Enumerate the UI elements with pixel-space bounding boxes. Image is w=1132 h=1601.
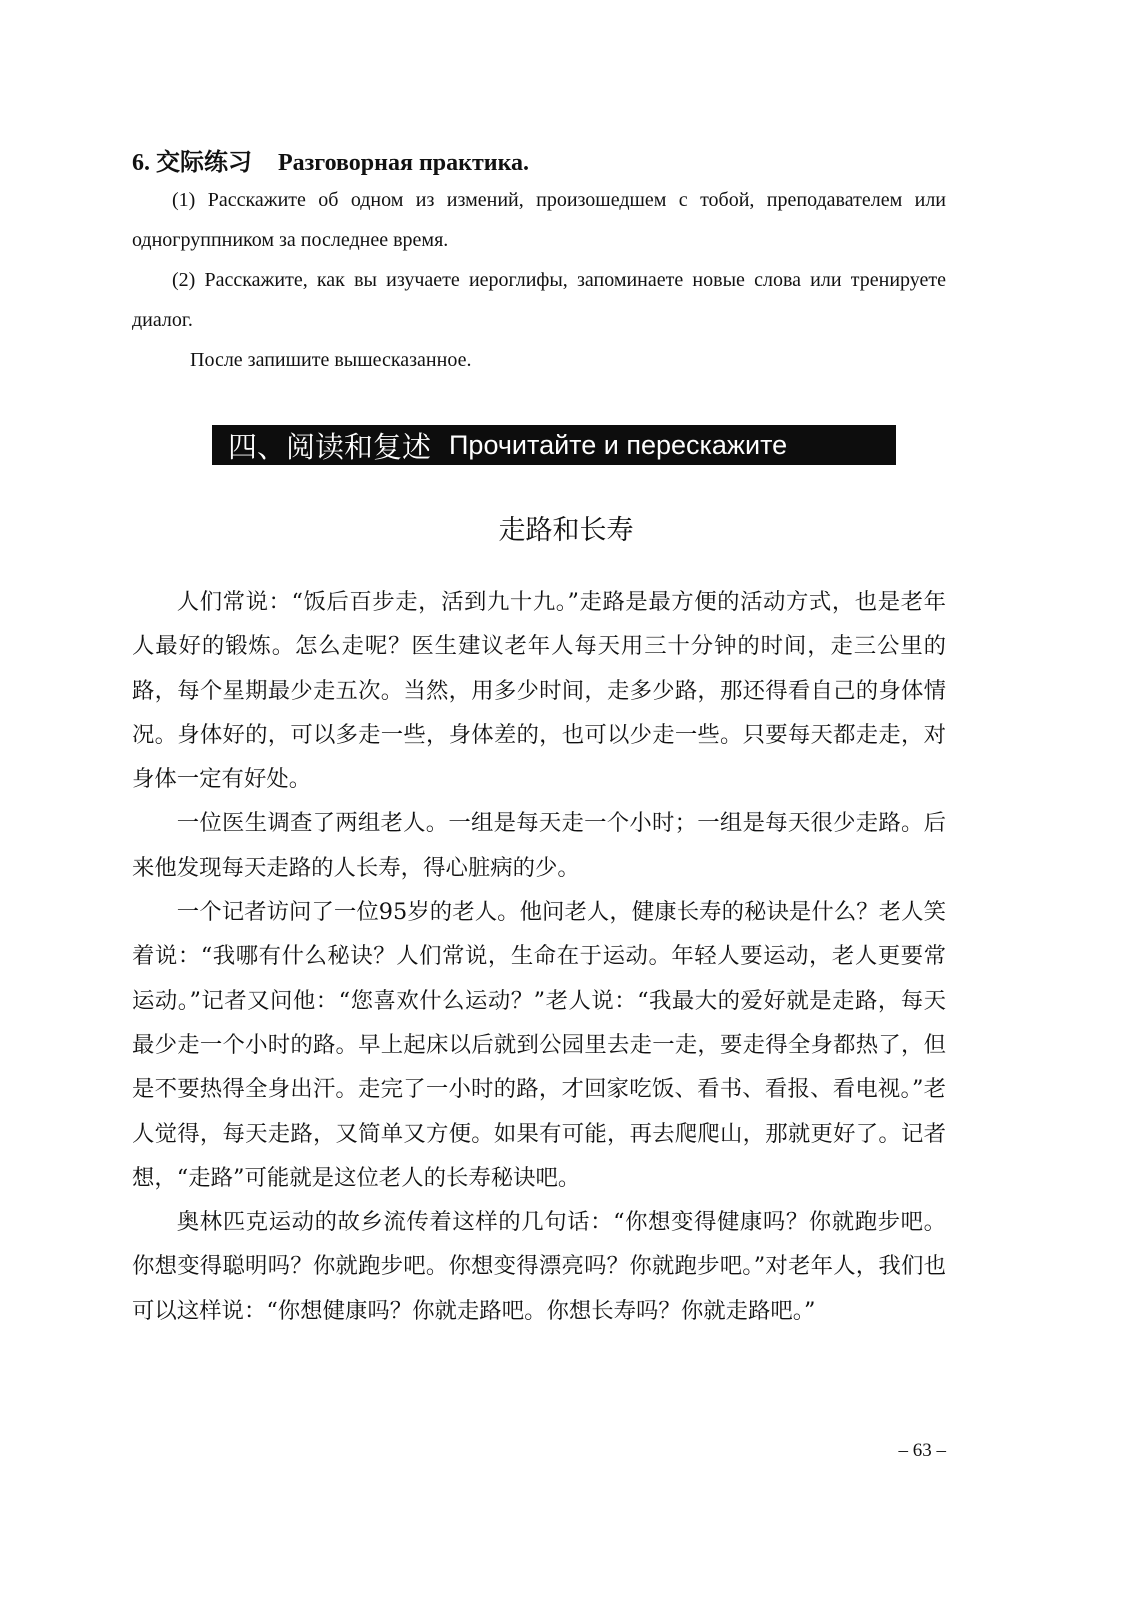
story-paragraph-3: 一个记者访问了一位95岁的老人。他问老人，健康长寿的秘诀是什么？老人笑着说：“我哪有什么秘诀？人们常说，生命在于运动。年轻人要运动，老人更要常运动。”记者又问他：“您喜欢什么运动？”老人说：“我最大的爱好就是走路，每天最少走一个小时的路。早上起床以后就到公园里去走一走，要走得全身都热了，但是不要热得全身出汗。走完了一小时的路，才回家吃饭、看书、看报、看电视。”老人觉得，每天走路，又简单又方便。如果有可能，再去爬爬山，那就更好了。记者想，“走路”可能就是这位老人的长寿秘诀吧。 [132,899,946,1191]
exercise-paragraph-3: После запишите вышесказанное. [190,349,472,371]
story-title: 走路和长寿 [498,515,634,546]
story-paragraph-1: 人们常说：“饭后百步走，活到九十九。”走路是最方便的活动方式，也是老年人最好的锻炼。怎么走呢？医生建议老年人每天用三十分钟的时间，走三公里的路，每个星期最少走五次。当然，用多少时间，走多少路，那还得看自己的身体情况。身体好的，可以多走一些，身体差的，也可以少走一些。只要每天都走走，对身体一定有好处。 [132,589,946,793]
exercise-paragraph-2: (2) Расскажите, как вы изучаете иероглифы, запоминаете новые слова или тренируете диалог. [132,269,946,331]
exercise-title: Разговорная практика. [278,150,530,176]
story-paragraph-4: 奥林匹克运动的故乡流传着这样的几句话：“你想变得健康吗？你就跑步吧。你想变得聪明吗？你就跑步吧。你想变得漂亮吗？你就跑步吧。”对老年人，我们也可以这样说：“你想健康吗？你就走路吧。你想长寿吗？你就走路吧。” [132,1209,946,1324]
page-number: – 63 – [898,1440,946,1461]
story-paragraph-2: 一位医生调查了两组老人。一组是每天走一个小时；一组是每天很少走路。后来他发现每天走路的人长寿，得心脏病的少。 [132,810,946,881]
exercise-number: 6. 交际练习 [132,150,252,176]
banner-title-ru: Прочитайте и перескажите [449,429,788,460]
exercise-paragraph-1: (1) Расскажите об одном из измений, произошедшем с тобой, преподавателем или одногруппником за последнее время. [132,189,946,251]
story-body [132,580,946,1333]
banner-title-cn: 四、阅读和复述 [228,429,432,464]
exercise-heading [132,142,529,177]
section-banner [212,425,896,465]
